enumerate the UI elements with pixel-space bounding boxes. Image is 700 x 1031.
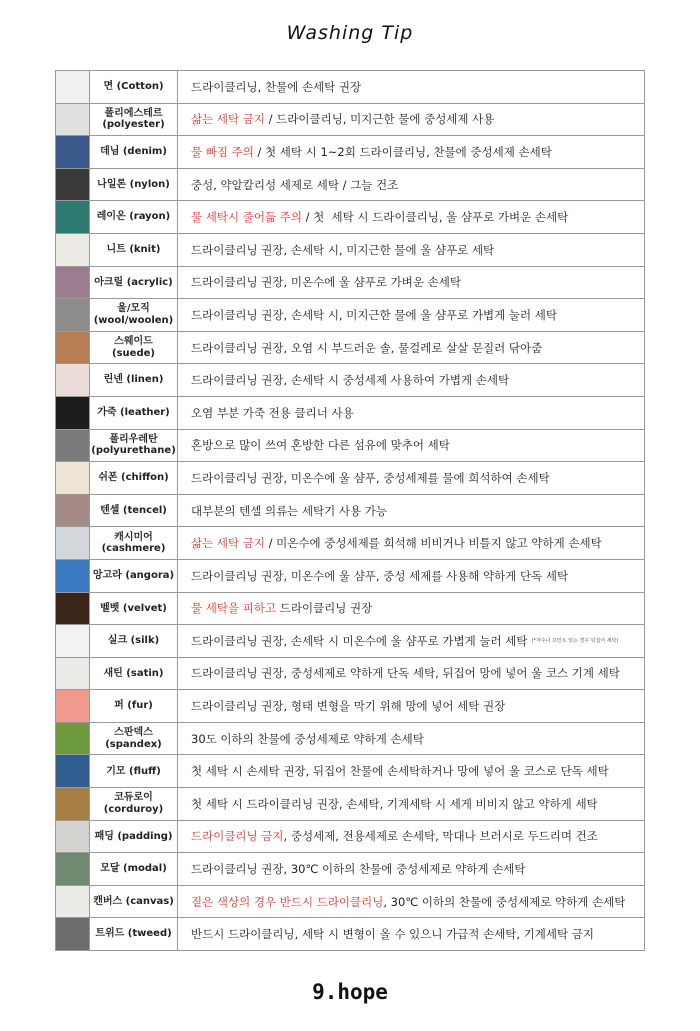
tip-text: 대부분의 텐셀 의류는 세탁기 사용 가능 <box>191 503 388 518</box>
fabric-name: 실크 (silk) <box>90 625 178 657</box>
fabric-name: 코듀로이 (corduroy) <box>90 788 178 820</box>
tip-text: 반드시 드라이클리닝, 세탁 시 변형이 올 수 있으니 가급적 손세탁, 기계세탁 금지 <box>191 927 595 942</box>
fabric-swatch <box>56 690 90 722</box>
fabric-name: 캔버스 (canvas) <box>90 886 178 918</box>
tip-text: 중성, 약알칼리성 세제로 세탁 / 그늘 건조 <box>191 177 399 192</box>
fabric-swatch <box>56 625 90 657</box>
fabric-name: 쉬폰 (chiffon) <box>90 462 178 494</box>
fabric-name: 트위드 (tweed) <box>90 918 178 950</box>
table-row <box>56 886 644 919</box>
tip-text: 드라이클리닝 권장, 미온수에 울 샴푸, 중성 세제를 사용해 약하게 단독 세탁 <box>191 568 569 583</box>
tip-text: 첫 세탁 시 손세탁 권장, 뒤집어 찬물에 손세탁하거나 망에 넣어 울 코스로 단독 세탁 <box>191 764 609 779</box>
fabric-name: 레이온 (rayon) <box>90 201 178 233</box>
tip-text: 드라이클리닝 권장, 미온수에 울 샴푸로 가벼운 손세탁 <box>191 275 461 290</box>
tip-text: / 첫 세탁 시 드라이클리닝, 울 샴푸로 가벼운 손세탁 <box>301 210 569 225</box>
tip-text: / 드라이클리닝, 미지근한 물에 중성세제 사용 <box>264 112 495 127</box>
table-row <box>56 625 644 658</box>
warning-text: 물 세탁시 줄어듦 주의 <box>191 210 302 225</box>
washing-tip <box>178 723 644 755</box>
table-row <box>56 462 644 495</box>
table-row <box>56 430 644 463</box>
tip-footnote: (*자수나 프린트 있는 경우 뒤집어 세탁) <box>531 638 619 645</box>
tip-text: , 30℃ 이하의 찬물에 중성세제로 약하게 손세탁 <box>383 894 626 909</box>
tip-text: 드라이클리닝 권장, 형태 변형을 막기 위해 망에 넣어 세탁 권장 <box>191 699 506 714</box>
table-row <box>56 527 644 560</box>
fabric-swatch <box>56 593 90 625</box>
washing-tip <box>178 332 644 364</box>
washing-tip <box>178 462 644 494</box>
table-row <box>56 658 644 691</box>
washing-tip <box>178 71 644 103</box>
fabric-swatch <box>56 658 90 690</box>
fabric-name: 기모 (fluff) <box>90 755 178 787</box>
footer-signature: 9.hope <box>312 980 388 1004</box>
tip-text: 드라이클리닝 권장, 손세탁 시, 미지근한 물에 울 샴푸로 세탁 <box>191 242 495 257</box>
washing-tip <box>178 853 644 885</box>
washing-tip <box>178 104 644 136</box>
washing-tip <box>178 658 644 690</box>
fabric-swatch <box>56 755 90 787</box>
fabric-name: 나일론 (nylon) <box>90 169 178 201</box>
table-row <box>56 201 644 234</box>
fabric-swatch <box>56 71 90 103</box>
tip-text: 오염 부분 가죽 전용 클리너 사용 <box>191 405 354 420</box>
warning-text: 물 세탁을 피하고 <box>191 601 277 616</box>
fabric-name: 폴리우레탄 (polyurethane) <box>90 430 178 462</box>
warning-text: 삶는 세탁 금지 <box>191 112 265 127</box>
table-row <box>56 234 644 267</box>
washing-tip <box>178 267 644 299</box>
washing-tip <box>178 299 644 331</box>
fabric-name: 스판덱스 (spandex) <box>90 723 178 755</box>
table-row <box>56 169 644 202</box>
page-title: Washing Tip <box>286 22 414 44</box>
table-row <box>56 788 644 821</box>
fabric-name: 모달 (modal) <box>90 853 178 885</box>
washing-tip <box>178 495 644 527</box>
washing-tip <box>178 593 644 625</box>
washing-tip <box>178 234 644 266</box>
fabric-name: 캐시미어 (cashmere) <box>90 527 178 559</box>
fabric-swatch <box>56 136 90 168</box>
fabric-name: 벨벳 (velvet) <box>90 593 178 625</box>
fabric-swatch <box>56 495 90 527</box>
tip-text: 드라이클리닝 권장, 오염 시 부드러운 솔, 물걸레로 살살 문질러 닦아줌 <box>191 340 543 355</box>
table-row <box>56 853 644 886</box>
table-row <box>56 397 644 430</box>
washing-tip <box>178 364 644 396</box>
washing-tip <box>178 397 644 429</box>
fabric-name: 퍼 (fur) <box>90 690 178 722</box>
table-row <box>56 332 644 365</box>
warning-text: 물 빠짐 주의 <box>191 144 254 159</box>
tip-text: 드라이클리닝 권장, 중성세제로 약하게 단독 세탁, 뒤집어 망에 넣어 울 코스 기계 세탁 <box>191 666 620 681</box>
fabric-name: 데님 (denim) <box>90 136 178 168</box>
washing-tip <box>178 690 644 722</box>
table-row <box>56 136 644 169</box>
fabric-name: 울/모직 (wool/woolen) <box>90 299 178 331</box>
fabric-swatch <box>56 560 90 592</box>
tip-text: , 중성세제, 전용세제로 손세탁, 막대나 브러시로 두드리며 건조 <box>283 829 598 844</box>
table-row <box>56 104 644 137</box>
tip-text: 드라이클리닝 권장, 손세탁 시 중성세제 사용하여 가볍게 손세탁 <box>191 373 510 388</box>
warning-text: 드라이클리닝 금지 <box>191 829 284 844</box>
tip-text: 드라이클리닝 권장, 손세탁 시 미온수에 울 샴푸로 가볍게 눌러 세탁 <box>191 633 528 648</box>
fabric-swatch <box>56 364 90 396</box>
fabric-name: 앙고라 (angora) <box>90 560 178 592</box>
fabric-name: 새틴 (satin) <box>90 658 178 690</box>
fabric-name: 아크릴 (acrylic) <box>90 267 178 299</box>
fabric-swatch <box>56 788 90 820</box>
table-row <box>56 821 644 854</box>
tip-text: 30도 이하의 찬물에 중성세제로 약하게 손세탁 <box>191 731 424 746</box>
fabric-name: 가죽 (leather) <box>90 397 178 429</box>
warning-text: 짙은 색상의 경우 반드시 드라이클리닝 <box>191 894 384 909</box>
tip-text: 드라이클리닝 권장, 30℃ 이하의 찬물에 중성세제로 약하게 손세탁 <box>191 862 526 877</box>
tip-text: / 미온수에 중성세제를 희석해 비비거나 비틀지 않고 약하게 손세탁 <box>264 536 602 551</box>
fabric-swatch <box>56 169 90 201</box>
fabric-name: 패딩 (padding) <box>90 821 178 853</box>
fabric-name: 니트 (knit) <box>90 234 178 266</box>
washing-tip <box>178 625 644 657</box>
fabric-name: 스웨이드 (suede) <box>90 332 178 364</box>
tip-text: / 첫 세탁 시 1~2회 드라이클리닝, 찬물에 중성세제 손세탁 <box>253 144 552 159</box>
washing-tip <box>178 755 644 787</box>
table-row <box>56 918 644 951</box>
warning-text: 삶는 세탁 금지 <box>191 536 265 551</box>
fabric-name: 린넨 (linen) <box>90 364 178 396</box>
fabric-swatch <box>56 723 90 755</box>
fabric-swatch <box>56 234 90 266</box>
fabric-swatch <box>56 267 90 299</box>
fabric-swatch <box>56 918 90 950</box>
tip-text: 드라이클리닝 권장 <box>276 601 373 616</box>
table-row <box>56 71 644 104</box>
washing-tip <box>178 169 644 201</box>
washing-tip <box>178 821 644 853</box>
fabric-swatch <box>56 821 90 853</box>
fabric-swatch <box>56 853 90 885</box>
fabric-swatch <box>56 430 90 462</box>
tip-text: 혼방으로 많이 쓰여 혼방한 다른 섬유에 맞추어 세탁 <box>191 438 450 453</box>
table-row <box>56 364 644 397</box>
fabric-swatch <box>56 332 90 364</box>
fabric-name: 텐셀 (tencel) <box>90 495 178 527</box>
washing-tip <box>178 136 644 168</box>
tip-text: 드라이클리닝 권장, 미온수에 울 샴푸, 중성세제를 물에 희석하여 손세탁 <box>191 470 550 485</box>
fabric-swatch <box>56 527 90 559</box>
fabric-swatch <box>56 201 90 233</box>
washing-tip <box>178 430 644 462</box>
fabric-swatch <box>56 104 90 136</box>
table-row <box>56 755 644 788</box>
fabric-swatch <box>56 299 90 331</box>
table-row <box>56 593 644 626</box>
washing-tip <box>178 560 644 592</box>
table-row <box>56 560 644 593</box>
washing-tip <box>178 201 644 233</box>
fabric-swatch <box>56 462 90 494</box>
tip-text: 드라이클리닝, 찬물에 손세탁 권장 <box>191 79 362 94</box>
tip-text: 첫 세탁 시 드라이클리닝 권장, 손세탁, 기계세탁 시 세게 비비지 않고 약하게 세탁 <box>191 796 598 811</box>
fabric-name: 폴리에스테르 (polyester) <box>90 104 178 136</box>
table-row <box>56 690 644 723</box>
washing-tip-table <box>55 70 645 951</box>
table-row <box>56 723 644 756</box>
table-row <box>56 299 644 332</box>
tip-text: 드라이클리닝 권장, 손세탁 시, 미지근한 물에 울 샴푸로 가볍게 눌러 세탁 <box>191 307 558 322</box>
washing-tip <box>178 788 644 820</box>
table-row <box>56 495 644 528</box>
washing-tip <box>178 886 644 918</box>
fabric-swatch <box>56 886 90 918</box>
fabric-name: 면 (Cotton) <box>90 71 178 103</box>
table-row <box>56 267 644 300</box>
fabric-swatch <box>56 397 90 429</box>
washing-tip <box>178 918 644 950</box>
washing-tip <box>178 527 644 559</box>
